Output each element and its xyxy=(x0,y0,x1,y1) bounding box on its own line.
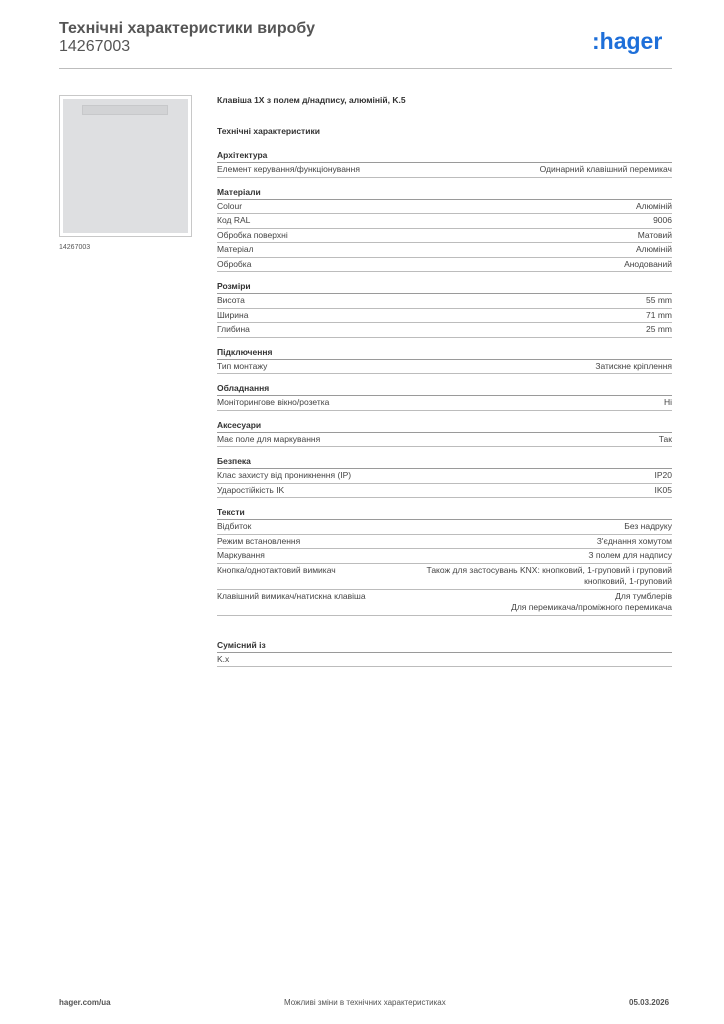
spec-value xyxy=(653,215,672,227)
spec-label: Обробка поверхні xyxy=(217,229,288,240)
spec-value-line: Ні xyxy=(663,397,672,407)
spec-row xyxy=(217,520,672,535)
section-title: Обладнання xyxy=(217,383,672,396)
spec-row xyxy=(217,229,672,244)
spec-value-line: кнопковий, 1-груповий xyxy=(584,576,672,586)
spec-value-line: Анодований xyxy=(624,258,672,269)
spec-value xyxy=(655,470,673,482)
spec-label: Висота xyxy=(217,295,245,305)
spec-value xyxy=(636,201,672,213)
spec-row xyxy=(217,323,672,338)
spec-value xyxy=(588,550,672,562)
spec-row xyxy=(217,653,672,668)
spec-row xyxy=(217,163,672,178)
image-caption: 14267003 xyxy=(59,244,91,251)
hager-logo xyxy=(592,29,676,55)
spec-section xyxy=(217,281,672,338)
footer-disclaimer: Можливі зміни в технічних характеристиках xyxy=(284,998,446,1007)
spec-value-line: 55 mm xyxy=(646,295,672,305)
spec-value-line: Одинарний клавішний перемикач xyxy=(539,164,672,174)
spec-row xyxy=(217,469,672,484)
spec-value-line: 25 mm xyxy=(646,324,672,334)
spec-section xyxy=(217,507,672,616)
spec-section xyxy=(217,187,672,273)
spec-value xyxy=(540,164,672,176)
specifications-heading: Технічні характеристики xyxy=(217,126,320,136)
spec-value xyxy=(638,230,672,242)
spec-row xyxy=(217,564,672,590)
spec-label: Ударостійкість IK xyxy=(217,484,285,495)
spec-row xyxy=(217,309,672,324)
spec-row xyxy=(217,535,672,550)
spec-label: Кнопка/однотактовий вимикач xyxy=(217,564,336,575)
product-code: 14267003 xyxy=(59,38,131,55)
spec-value xyxy=(646,324,672,336)
spec-value xyxy=(624,259,672,271)
spec-value-line: З'єднання хомутом xyxy=(596,535,672,546)
spec-label: Тип монтажу xyxy=(217,360,268,371)
product-image-frame xyxy=(59,95,192,237)
spec-section xyxy=(217,347,672,375)
spec-value-line: 71 mm xyxy=(646,309,672,320)
specifications-block xyxy=(217,95,672,676)
spec-label: Код RAL xyxy=(217,215,251,225)
spec-value xyxy=(646,310,672,322)
header-divider xyxy=(59,68,672,69)
spec-value-line: Алюміній xyxy=(636,200,672,211)
logo-text: :hager xyxy=(592,29,663,54)
spec-value xyxy=(655,485,673,497)
section-title: Сумісний із xyxy=(217,640,672,653)
section-title: Матеріали xyxy=(217,187,672,200)
spec-label: Клавішний вимикач/натискна клавіша xyxy=(217,590,366,601)
spec-row xyxy=(217,200,672,215)
spec-value xyxy=(646,295,672,307)
spec-label: Colour xyxy=(217,200,243,211)
spec-section xyxy=(217,456,672,498)
spec-label: Глибина xyxy=(217,324,250,334)
label-field-slot xyxy=(82,105,168,115)
spec-row xyxy=(217,360,672,375)
spec-value-line: Для тумблерів xyxy=(615,590,672,601)
spec-label: Відбиток xyxy=(217,521,252,531)
spec-section xyxy=(217,420,672,448)
spec-label: Клас захисту від проникнення (IP) xyxy=(217,470,352,480)
spec-value-line: 9006 xyxy=(653,215,672,225)
section-title: Розміри xyxy=(217,281,672,294)
spec-value xyxy=(597,536,672,548)
spec-row xyxy=(217,433,672,448)
spec-label: Режим встановлення xyxy=(217,535,301,546)
spec-row xyxy=(217,243,672,258)
spec-label: Обробка xyxy=(217,258,252,269)
spec-section xyxy=(217,150,672,178)
page-title: Технічні характеристики виробу xyxy=(59,20,315,37)
product-image xyxy=(63,99,188,233)
spec-label: Моніторингове вікно/розетка xyxy=(217,397,330,407)
spec-value-line: Також для застосувань KNX: кнопковий, 1-груповий і груповий xyxy=(426,564,672,575)
spec-value-line: IP20 xyxy=(654,470,672,480)
spec-row xyxy=(217,396,672,411)
spec-section xyxy=(217,383,672,411)
spec-row xyxy=(217,258,672,273)
spec-value xyxy=(659,434,672,446)
spec-value xyxy=(624,521,672,533)
spec-label: Ширина xyxy=(217,309,249,320)
spec-value-line: Без надруку xyxy=(624,521,672,531)
spec-value xyxy=(427,565,672,588)
spec-label: K.x xyxy=(217,653,230,664)
section-title: Підключення xyxy=(217,347,672,360)
spec-row xyxy=(217,590,672,616)
spec-value xyxy=(636,244,672,256)
spec-row xyxy=(217,484,672,499)
spec-value-line: Для перемикача/проміжного перемикача xyxy=(511,602,672,612)
spec-value-line: IK05 xyxy=(654,484,672,495)
footer-date: 05.03.2026 xyxy=(629,998,670,1007)
section-title: Безпека xyxy=(217,456,672,469)
spec-label: Матеріал xyxy=(217,244,254,254)
spec-label: Маркування xyxy=(217,550,265,560)
spec-sections xyxy=(217,150,672,667)
section-title: Тексти xyxy=(217,507,672,520)
product-name: Клавіша 1X з полем д/надпису, алюміній, K.5 xyxy=(217,95,406,105)
spec-value xyxy=(511,591,672,614)
spec-row xyxy=(217,214,672,229)
spec-row xyxy=(217,549,672,564)
spec-value-line: Матовий xyxy=(637,229,672,240)
spec-label: Має поле для маркування xyxy=(217,433,321,444)
section-title: Аксесуари xyxy=(217,420,672,433)
spec-value xyxy=(664,397,672,409)
spec-value xyxy=(595,361,672,373)
spec-value-line: Так xyxy=(658,433,672,444)
spec-value-line: Затискне кріплення xyxy=(595,360,672,371)
footer-website: hager.com/ua xyxy=(59,998,111,1007)
spec-value-line: Алюміній xyxy=(636,244,672,254)
spec-value-line: З полем для надпису xyxy=(588,550,672,560)
spec-label: Елемент керування/функціонування xyxy=(217,164,360,174)
spec-row xyxy=(217,294,672,309)
section-title: Архітектура xyxy=(217,150,672,163)
spec-section xyxy=(217,640,672,668)
